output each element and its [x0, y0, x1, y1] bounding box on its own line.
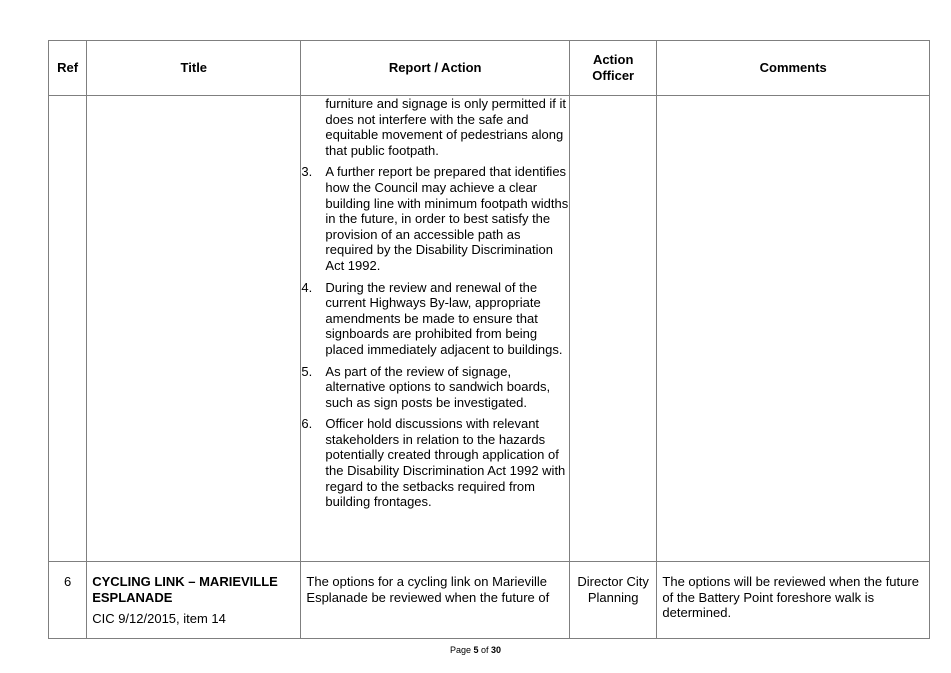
- cell-report-6: The options for a cycling link on Marieville Esplanade be reviewed when the future of: [301, 562, 570, 639]
- cell-report-continued: [301, 96, 570, 562]
- recommendation-list: [301, 164, 569, 509]
- header-comments: Comments: [657, 41, 930, 96]
- footer-of: of: [478, 645, 492, 655]
- item-text: As part of the review of signage, alternative options to sandwich boards, such as sign posts be investigated.: [325, 363, 551, 410]
- item-text: Officer hold discussions with relevant stakeholders in relation to the hazards potentially created through application of the Disability Discrimination Act 1992 with regard to the setbacks required from building frontages.: [325, 416, 566, 510]
- footer-total-pages: 30: [491, 645, 502, 655]
- cell-officer-6: Director City Planning: [569, 562, 656, 639]
- footer-prefix: Page: [449, 645, 474, 655]
- header-officer: Action Officer: [569, 41, 656, 96]
- header-ref: Ref: [49, 41, 87, 96]
- list-item: [301, 280, 569, 358]
- footer-page-number: 5: [473, 645, 479, 655]
- header-report: Report / Action: [301, 41, 570, 96]
- header-row: [49, 41, 930, 96]
- table-row-6: [49, 562, 930, 639]
- cell-officer-empty: [569, 96, 656, 562]
- item-reference: CIC 9/12/2015, item 14: [92, 611, 226, 627]
- header-title: Title: [87, 41, 301, 96]
- item-number: 4.: [301, 279, 313, 295]
- item-number: 3.: [301, 164, 313, 180]
- cell-comments-empty: [657, 96, 930, 562]
- continued-lead-text: furniture and signage is only permitted if it does not interfere with the safe and equitable movement of pedestrians along that public footpath.: [325, 96, 567, 158]
- item-text: During the review and renewal of the current Highways By-law, appropriate amendments be made to ensure that signboards are prohibited from being placed immediately adjacent to buildings.: [325, 279, 563, 357]
- cell-title-empty: [87, 96, 301, 562]
- item-number: 6.: [301, 416, 313, 432]
- list-item: [301, 416, 569, 510]
- page-footer: [0, 645, 951, 655]
- cell-title-6: [87, 562, 301, 639]
- list-item: [301, 164, 569, 273]
- item-title: CYCLING LINK – MARIEVILLE ESPLANADE: [92, 574, 278, 605]
- cell-ref-empty: [49, 96, 87, 562]
- cell-comments-6: The options will be reviewed when the future of the Battery Point foreshore walk is determined.: [657, 562, 930, 639]
- item-text: A further report be prepared that identifies how the Council may achieve a clear building line with minimum footpath widths in the future, in order to best satisfy the provision of an accessible path as required by the Disability Discrimination Act 1992.: [325, 164, 569, 273]
- item-number: 5.: [301, 363, 313, 379]
- list-item: [301, 364, 569, 411]
- table-row-continued: [49, 96, 930, 562]
- action-table: [48, 40, 930, 639]
- cell-ref-6: 6: [49, 562, 87, 639]
